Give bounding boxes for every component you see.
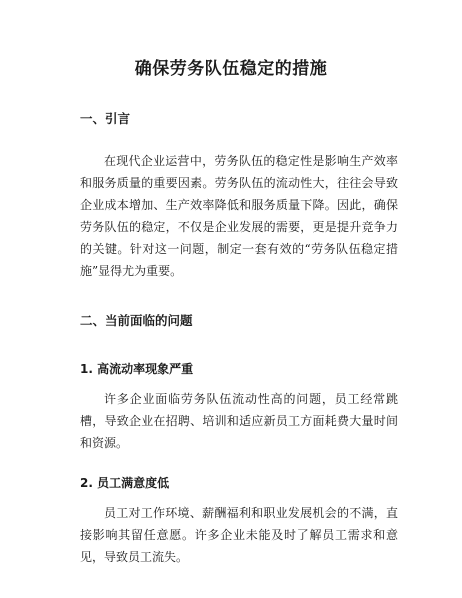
document-title: 确保劳务队伍稳定的措施 xyxy=(134,59,328,79)
subsection-heading-low-satisfaction: 2. 员工满意度低 xyxy=(80,476,170,490)
low-satisfaction-paragraph: 员工对工作环境、薪酬福利和职业发展机会的不满，直接影响其留任意愿。许多企业未能及时了解员工需求和意见，导致员工流失。 xyxy=(80,506,398,564)
section-heading-introduction: 一、引言 xyxy=(80,111,131,126)
high-turnover-paragraph: 许多企业面临劳务队伍流动性高的问题，员工经常跳槽，导致企业在招聘、培训和适应新员工方面耗费大量时间和资源。 xyxy=(80,392,398,450)
subsection-heading-high-turnover: 1. 高流动率现象严重 xyxy=(80,362,194,376)
section-heading-current-problems: 二、当前面临的问题 xyxy=(80,313,193,328)
introduction-paragraph: 在现代企业运营中，劳务队伍的稳定性是影响生产效率和服务质量的重要因素。劳务队伍的流动性大，往往会导致企业成本增加、生产效率降低和服务质量下降。因此，确保劳务队伍的稳定，不仅是企业发展的需要，更是提升竞争力的关键。针对这一问题，制定一套有效的“劳务队伍稳定措施”显得尤为重要。 xyxy=(80,154,398,278)
